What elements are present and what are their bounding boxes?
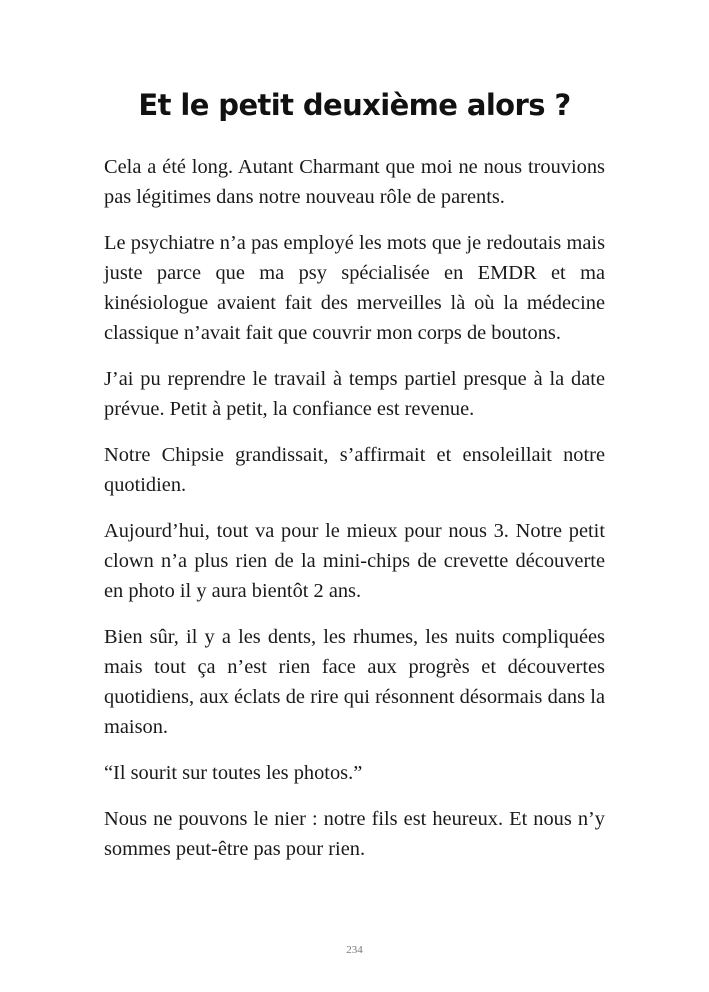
paragraph: J’ai pu reprendre le travail à temps partiel presque à la date prévue. Petit à petit, la confiance est revenue. xyxy=(104,368,605,420)
page-number: 234 xyxy=(346,944,363,956)
paragraph: Cela a été long. Autant Charmant que moi ne nous trouvions pas légitimes dans notre nouveau rôle de parents. xyxy=(104,156,605,208)
paragraph: Le psychiatre n’a pas employé les mots que je redoutais mais juste parce que ma psy spécialisée en EMDR et ma kinésiologue avaient fait des merveilles là où la médecine classique n’avait fait que couvrir mon corps de boutons. xyxy=(104,232,605,344)
chapter-body xyxy=(104,152,605,880)
paragraph: Bien sûr, il y a les dents, les rhumes, les nuits compliquées mais tout ça n’est rien face aux progrès et découvertes quotidiens, aux éclats de rire qui résonnent désormais dans la maison. xyxy=(104,626,605,738)
chapter-title: Et le petit deuxième alors ? xyxy=(138,88,571,122)
paragraph: Notre Chipsie grandissait, s’affirmait et ensoleillait notre quotidien. xyxy=(104,444,605,496)
quote-paragraph: “Il sourit sur toutes les photos.” xyxy=(104,762,363,784)
paragraph: Aujourd’hui, tout va pour le mieux pour nous 3. Notre petit clown n’a plus rien de la mini-chips de crevette découverte en photo il y aura bientôt 2 ans. xyxy=(104,520,605,602)
paragraph: Nous ne pouvons le nier : notre fils est heureux. Et nous n’y sommes peut-être pas pour rien. xyxy=(104,808,605,860)
